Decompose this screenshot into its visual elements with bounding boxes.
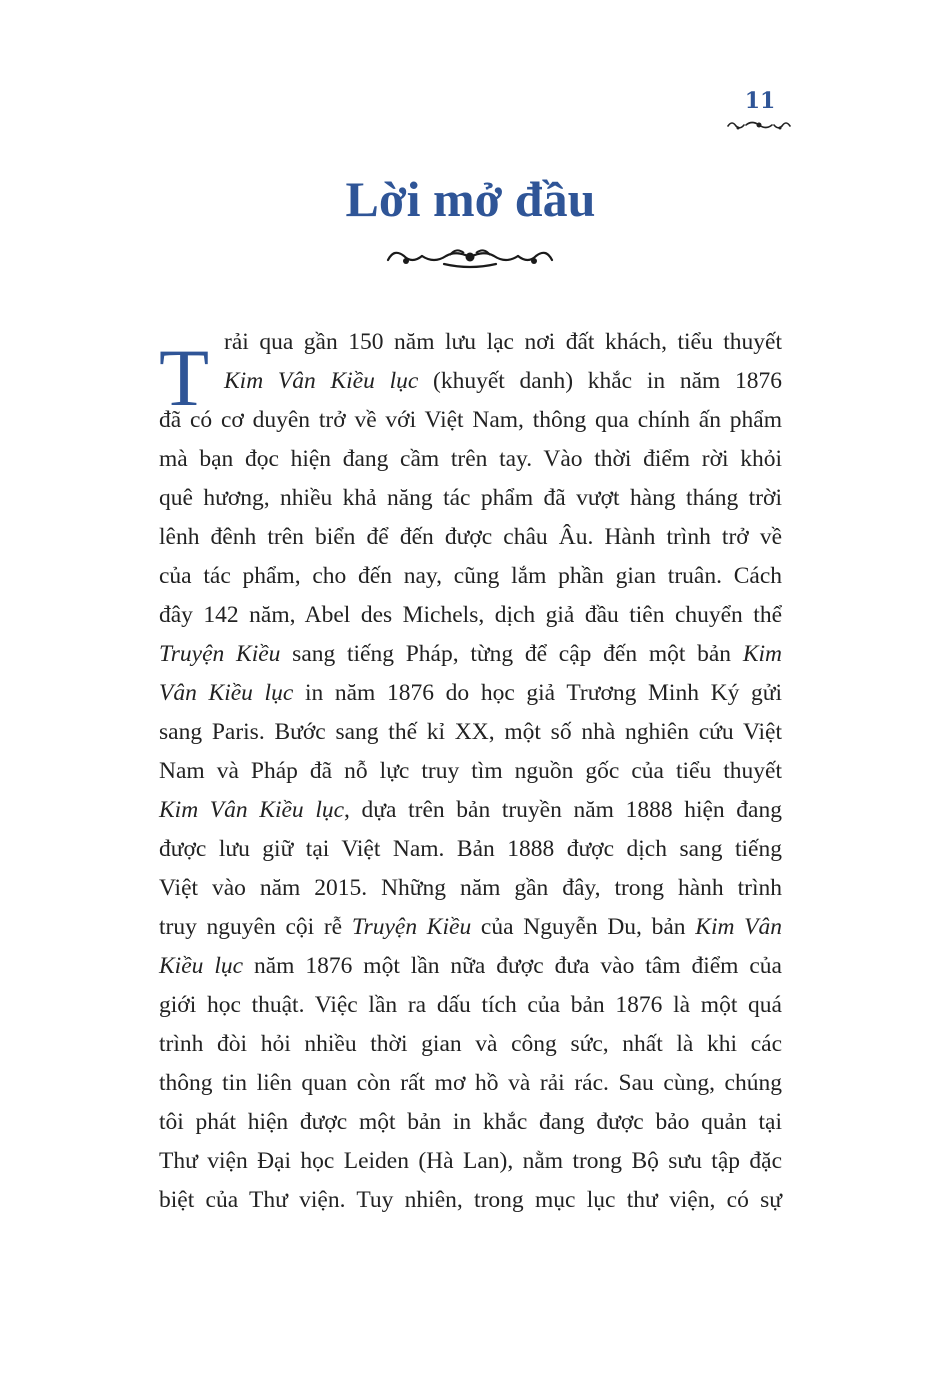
text-segment: đây 142 năm, Abel des Michels, dịch giả đầu tiên chuyển thể — [159, 602, 782, 628]
text-line — [159, 479, 782, 518]
text-line — [159, 869, 782, 908]
text-line — [159, 635, 782, 674]
text-line — [159, 1064, 782, 1103]
text-line — [159, 986, 782, 1025]
text-line — [159, 323, 782, 362]
text-segment: của tác phẩm, cho đến nay, cũng lắm phần gian truân. Cách — [159, 563, 782, 589]
text-segment: được lưu giữ tại Việt Nam. Bản 1888 được dịch sang tiếng — [159, 836, 782, 862]
body-text — [159, 323, 782, 1220]
italic-title: Truyện Kiều — [351, 914, 472, 940]
text-line — [159, 596, 782, 635]
text-line — [159, 752, 782, 791]
text-segment: lênh đênh trên biển để đến được châu Âu. Hành trình trở về — [159, 524, 782, 550]
text-segment: của Nguyễn Du, bản — [471, 914, 696, 940]
text-line — [159, 401, 782, 440]
italic-title: Kim Vân Kiều lục — [224, 368, 419, 394]
title-ornament — [384, 244, 556, 270]
text-segment: , dựa trên bản truyền năm 1888 hiện đang — [344, 797, 782, 823]
text-segment: Thư viện Đại học Leiden (Hà Lan), nằm trong Bộ sưu tập đặc — [159, 1148, 782, 1174]
text-segment: (khuyết danh) khắc in năm 1876 — [418, 368, 783, 394]
italic-title: Vân Kiều lục — [159, 680, 294, 706]
italic-title: Kim Vân Kiều lục — [159, 797, 345, 823]
text-segment: thông tin liên quan còn rất mơ hồ và rải rác. Sau cùng, chúng — [159, 1070, 782, 1096]
page-number: 11 — [744, 88, 776, 114]
text-line — [159, 908, 782, 947]
text-line — [159, 1025, 782, 1064]
text-line — [159, 1103, 782, 1142]
italic-title: Kim — [742, 641, 782, 667]
text-segment: giới học thuật. Việc lần ra dấu tích của bản 1876 là một quá — [159, 992, 782, 1018]
text-segment: truy nguyên cội rễ — [159, 914, 352, 940]
header-ornament — [726, 118, 792, 132]
text-segment: sang tiếng Pháp, từng để cập đến một bản — [280, 641, 743, 667]
text-segment: tôi phát hiện được một bản in khắc đang được bảo quản tại — [159, 1109, 782, 1135]
text-line — [159, 713, 782, 752]
drop-cap: T — [159, 332, 210, 423]
text-line — [159, 518, 782, 557]
text-segment: năm 1876 một lần nữa được đưa vào tâm điểm của — [243, 953, 782, 979]
paragraph — [159, 323, 782, 1220]
text-line — [159, 947, 782, 986]
text-segment: Nam và Pháp đã nỗ lực truy tìm nguồn gốc của tiểu thuyết — [159, 758, 782, 784]
text-segment: mà bạn đọc hiện đang cầm trên tay. Vào thời điểm rời khỏi — [159, 446, 782, 472]
text-segment: trình đòi hỏi nhiều thời gian và công sức, nhất là khi các — [159, 1031, 782, 1057]
text-line — [159, 440, 782, 479]
italic-title: Kiều lục — [159, 953, 244, 979]
chapter-title: Lời mở đầu — [345, 171, 596, 227]
text-segment: biệt của Thư viện. Tuy nhiên, trong mục lục thư viện, có sự — [159, 1187, 782, 1213]
text-segment: đã có cơ duyên trở về với Việt Nam, thông qua chính ấn phẩm — [159, 407, 782, 433]
text-line — [159, 791, 782, 830]
italic-title: Kim Vân — [695, 914, 782, 940]
text-segment: in năm 1876 do học giả Trương Minh Ký gửi — [293, 680, 783, 706]
text-line — [159, 830, 782, 869]
text-line — [159, 674, 782, 713]
text-segment: sang Paris. Bước sang thế kỉ XX, một số nhà nghiên cứu Việt — [159, 719, 782, 745]
text-segment: Việt vào năm 2015. Những năm gần đây, trong hành trình — [159, 875, 782, 901]
text-segment: quê hương, nhiều khả năng tác phẩm đã vượt hàng tháng trời — [159, 485, 782, 511]
text-segment: rải qua gần 150 năm lưu lạc nơi đất khách, tiểu thuyết — [224, 329, 782, 355]
italic-title: Truyện Kiều — [159, 641, 281, 667]
text-line — [159, 1181, 782, 1220]
text-line — [159, 557, 782, 596]
text-line — [159, 1142, 782, 1181]
text-line — [159, 362, 782, 401]
